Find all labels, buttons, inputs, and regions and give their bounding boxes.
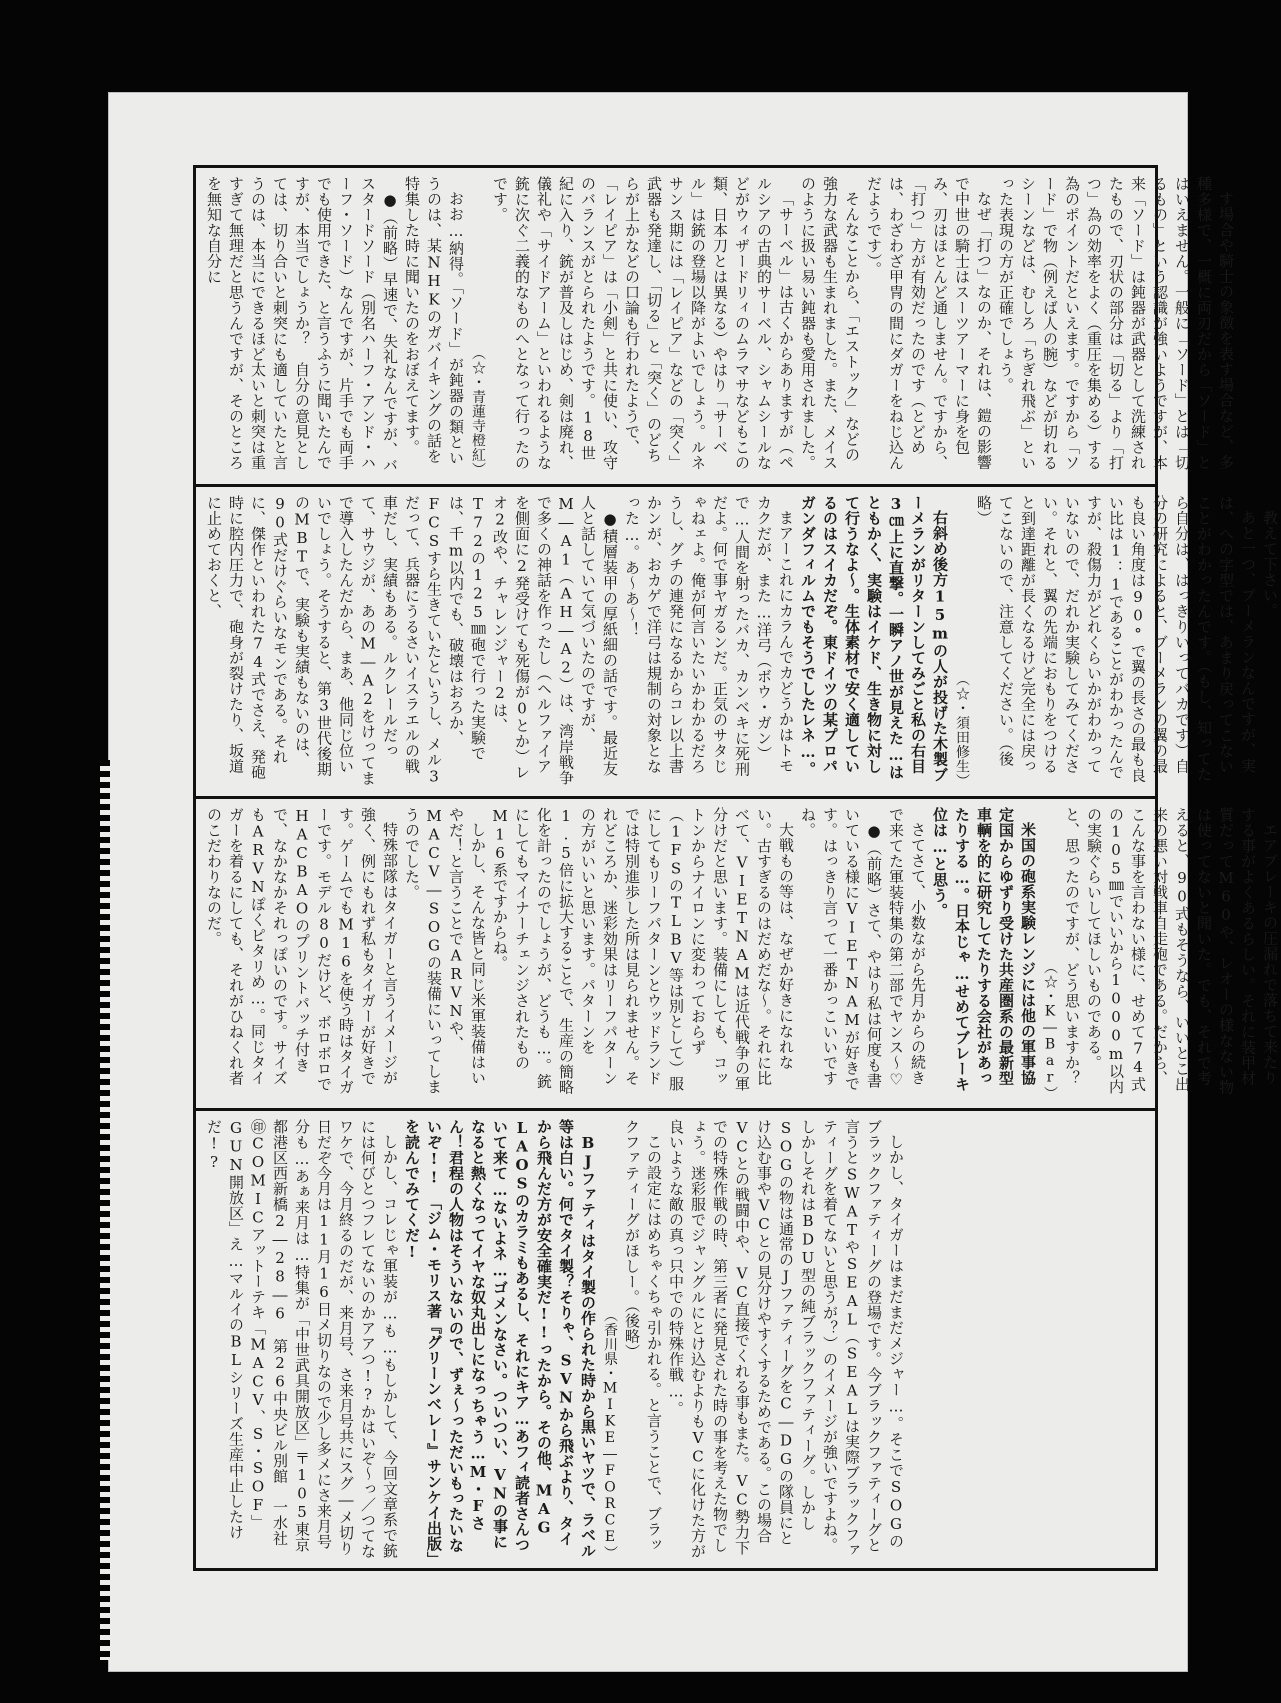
paragraph: 米国の砲系実験レンジには他の軍事協定国からゆずり受けた共産圏系の最新型車輌を的に研究してたりする会社があったりする…。日本じゃ…せめてブレーキ位は…と思う。 (931, 807, 1037, 1092)
paragraph: す場合や騎士の象徴を表す場合など、多種多様で、一概に両刃だから「ソード」とはいえません。一般に「ソード」とは「切るもの」という認識が強いようですが、本来「ソード」は鈍器が武器として洗練されたもので、刃状の部分は「切る」より「打つ」為の効率をよく（重圧を集める）する為のポイントだといえます。ですから「ソード」で物（例えば人の腕）などが切れるシーンなどは、むしろ「ちぎれ飛ぶ」といった表現の方が正確でしょう。 (997, 176, 1235, 471)
paragraph: ●（前略）早速で、失礼なんですが、バスタードソード（別名ハーフ・アンド・ハーフ・ソード）なんですが、片手でも両手でも使用できた、と言うふうに聞いたんですが、本当でしょうか？ 自分の意見としては、切り合いと刺突にも適していたと言うのは、本当にできるほど太いと刺突は重すぎて無理だと思うんですが、そのところを無知な自分に (205, 176, 399, 473)
paragraph: あと一つ、ブーメランなんですが、実は、への字型では、あまり戻ってこないことがわかったんです。（もし、知ってたら自分は、はっきりいってバカです）自分の研究によると、ブーメランの翼の最も良い角度は90°で翼の長さの最も良い比は1：1であることがわかったんですが、殺傷力がどれくらいかがわかっていないので、だれか実験してみてください。それと、翼の先端におもりをつけると到達距離が長くなるけど完全には戻ってこないので、注意してください。（後略） (975, 495, 1257, 783)
paragraph: この設定にはめちゃくちゃ引かれる。と言うことで、ブラックファティーグがほしー。（後略） (623, 1119, 663, 1553)
column-block-1 (196, 168, 1235, 484)
column-block-4 (196, 1111, 1155, 1568)
column-text-3 (203, 807, 1281, 1100)
paragraph: 右斜め後方15mの人が投げた木製ブーメランがリターンしてみごと私の右目3㎝上に直撃。一瞬アノ世が見えた…はともかく、実験はイケド、生き物に対して行うなよ〜。生体素材で安く適しているのはスイカだぞ。東ドイツの某プロパガンダフィルムでもそうでしたレネ…。 (799, 495, 949, 783)
paragraph: （☆・須田修生） (954, 672, 970, 788)
paragraph: エアブレーキの圧漏れで落ちて来たりする事がよくあるらしい。それに装甲材質だってM60や、レオーの様なない物は使ってないと聞いた。でも、それで考えると、90式もそうなら、いいとこ出来の悪い対戦車自走砲である。だから、こんな事を言わない様に、せめて74式の105㎜でいいから1000m以内の実験ぐらいしてほしいものである。と、思ったのですが、どう思いますか？ (1063, 807, 1279, 1095)
paragraph: 特殊部隊はタイガーと言うイメージが強く、例にもれず私もタイガーが好きです。ゲームでもM16を使う時はタイガーです。モデル80だけど、ボロボロでHACBAOのプリントパッチ付きで、なかなかそれっぽいのです。サイズもARVNぽくピタリめ…。同じタイガーを着るにしても、それがひねくれ者のこだわりなのだ。 (205, 807, 399, 1095)
paragraph: ●積層装甲の厚紙細の話です。最近友人と話していて気づいたのですが、M―A1（AH―A2）は、湾岸戦争で多くの神話を作ったし（ヘルファイアを側面に2発受けても死傷が0とか）レオ2改や、チャレンジャー2は、T72の125㎜砲で行った実験では、千m以内でも、破壊はおろか、FCSすら生きていたというし、メル3だって、兵器にうるさいイスラエルの戦車だし、実績もある。ルクレールだって、サウジが、あのM―A2をけってまで導入したんだから、まあ、他同じ位いいでしょう。そうすると、第3世代後期のMBTで、実験も実績もないのは、90式だけぐらいなモンである。それに、傑作といわれた74式でさえ、発砲時に腔内圧力で、砲身が裂けたり、坂道に止めておくと、 (205, 495, 619, 786)
paragraph: 「サーベル」は古くからありますが（ペルシアの古典的サーベル、シャムシールなどがウィザードリィのムラマサなどもこの類、日本刀とは異なる）やはり「サーベル」は銃の登場以降がよいでしょう。ルネサンス期には「レイピア」などの「突く」武器も発達し、「切る」と「突く」のどちらが上かなどの口論も行われたようで、「レイピア」は「小剣」と共に使い、攻守のバランスがとられたようです。18世紀に入り、銃が普及しはじめ、剣は廃れ、儀礼や「サイドアーム」といわれるような銃に次ぐ二義的なものへとなって行ったのです。 (491, 176, 795, 471)
column-block-3 (196, 799, 1279, 1108)
paragraph: しかし、そんな皆と同じ米軍装備はいやだ！と言うことでARVNや、MACV―SOGの装備にいってしまうのでした。 (403, 807, 487, 1095)
paragraph: しかし、タイガーはまだまだメジャー…。そこでSOGのブラックファティーグの登場です。今ブラックファティーグと言うとSWATやSEAL（SEALは実際ブラックファティーグを着てないと思うが？）のイメージが強いですよね。しかしそれはBDU型の純ブラックファティーグ。しかしSOGの物は通常のJファティーグをC―DGの隊員にとけ込む事やVCとの見分けやすくするためである。この場合VCとの戦闘中や、VC直接でくれる事もまた。VC勢力下での特殊作戦の時、第三者に発見された時の事を考えた物でしょう。迷彩服でジャングルにとけ込むよりもVCに化けた方が良いような敵の真っ只中での特殊作戦…。 (667, 1119, 905, 1559)
column-block-2 (196, 487, 1279, 796)
column-text-2 (203, 495, 1281, 788)
torn-paper-edge (100, 760, 110, 1660)
paragraph: さてさて、小数ながら先月からの続きで来てた軍装特集の第二部でヤンス〜♡ (887, 807, 927, 1089)
paragraph: まアーこれにカラんでカどうかはトモカクだが、また…洋弓（ボウ・ガン）で…人間を射ったバカ、カンベキに死刑だよ。何で事ヤガるンだ。正気のサタじゃねェよ。俺が何言いたいかわかるだろうし、グチの連発になるからコレ以上書かンが、おカゲで洋弓は規制の対象となった…。あ〜あ〜！ (623, 495, 795, 777)
paragraph: 教えて下さい。 (1261, 510, 1279, 619)
paragraph: そんなことから、「エストック」などの強力な武器も生まれました。また、メイスのように扱い易い鈍器も愛用されました。 (799, 176, 861, 471)
column-text-4 (203, 1119, 907, 1560)
paragraph: なぜ「打つ」なのか、それは、鎧の影響で中世の騎士はスーツアーマーに身を包み、刃はほとんど通しません。ですから、「打つ」方が有効だったのです（とどめは、わざわざ甲冑の間にダガーをねじ込んだようです）。 (865, 176, 993, 471)
paragraph: （香川県・MIKE―FORCE） (602, 1308, 618, 1560)
paragraph: BJファティはタイ製の作られた時から黒いヤツで、ラベル等は白い。何でタイ製？そりゃ、SVNから飛ぶより、タイから飛んだ方が安全確実だ!!ったから。その他、MAG LAOSのカラミもあるし、それにキア…あフィ読者さんついて来て…ないよネ…ゴメンなさい。ついつい、VNの事になると熱くなってイヤな奴丸出しになっちゃう…M・Fさん！君程の人物はそういないので、ずぇ〜っただいもったいないぞ!! 「ジム・モリス著『グリーンベレー』サンケイ出版」を読んでみてくだ! (403, 1119, 597, 1560)
paragraph: （☆・青蓮寺橙紅） (470, 345, 486, 476)
paragraph: 大戦もの等は、なぜか好きになれない。古すぎるのはだめだな〜。それに比べて、VIETNAMは近代戦争の軍分けだと思います。装備にしても、コットンからナイロンに変わっておらず（1FSのTLBV等は別として）服にしてもリーフパターンとウッドランドでは特別進歩した所は見られません。それどころか、迷彩効果はリーフパターンの方がいいと思います。パターンを1.5倍に拡大することで、生産の簡略化を計ったのでしょうが、どうも…。銃にしてもマイナーチェンジされたものM16系ですからね。 (491, 807, 795, 1095)
paragraph: ●（前略）さて、やはり私は何度も書いている様にVIETNAMが好きです。はっきり言って一番かっこいいですね。 (799, 807, 883, 1092)
paragraph: おお…納得。「ソード」が鈍器の類というのは、某NHKのガバイキングの話を特集した時に聞いたのをおぼえてます。 (403, 176, 465, 466)
paragraph: しかし、コレじゃ軍装が…も…もしかして、今回文章系で銃には何びとつフレてないのかアアつ!?かはいぞ〜っ／つてなワケで、今月終るのだが、来月号、さ来月号共にスグ―メ切り日だぞ今月は11月16日メ切りなので少し多メにさ来月号分も…あぁ来月は…特集が「中世武具開放区」〒105東京都港区西新橋2―28―6 第26中央ビル別館 一水社㊞COMICアットーテキ「MACV、S・SOF」GUN開放区」え…マルイのBLシリーズ生産中止したけだ!? (205, 1119, 399, 1559)
article-frame (193, 165, 1279, 1571)
column-text-1 (203, 176, 1237, 476)
paragraph: （☆・K―Bar） (1042, 959, 1058, 1100)
